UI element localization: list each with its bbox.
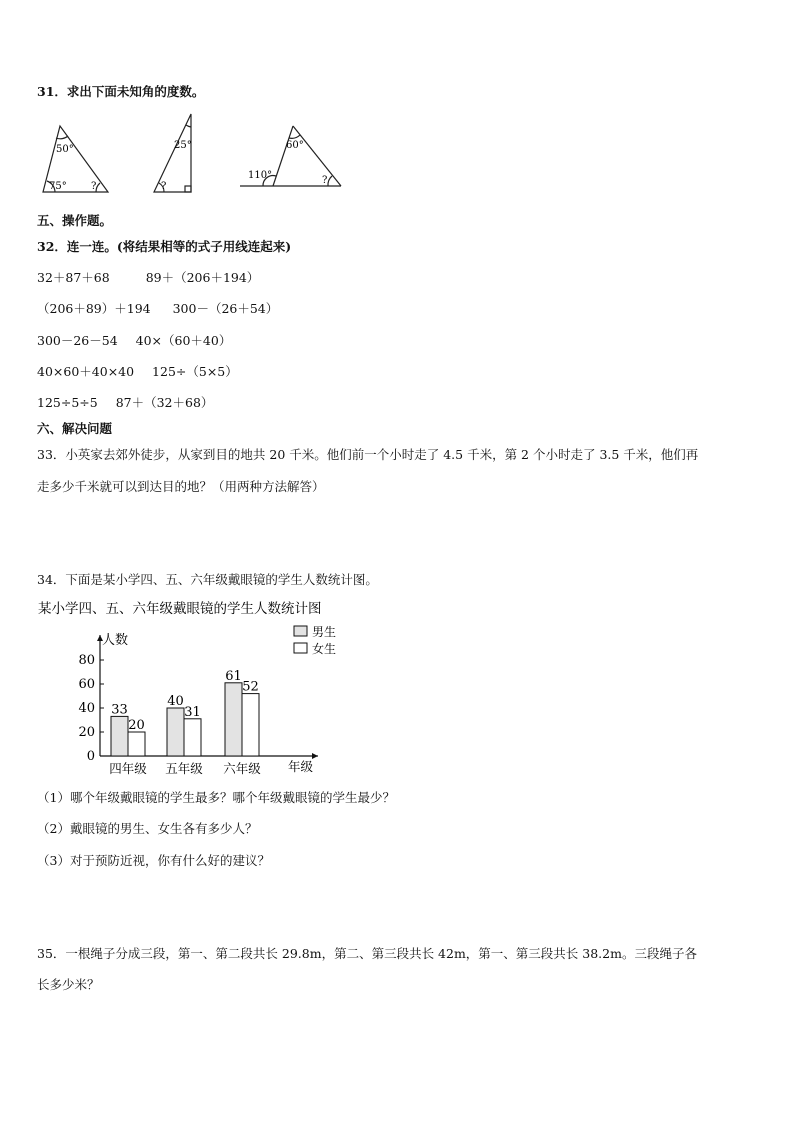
bar-boys: [225, 683, 242, 756]
match-row: [37, 270, 259, 286]
chart-title: 某小学四、五、六年级戴眼镜的学生人数统计图: [38, 601, 322, 617]
match-row: [37, 301, 278, 317]
question-35-line-2: 长多少米？: [37, 977, 100, 992]
section-5-heading: 五、操作题。: [37, 213, 113, 228]
legend-swatch-boys: [294, 626, 307, 636]
triangle-2-angle-top: 25°: [174, 140, 192, 151]
bar-boys: [111, 716, 128, 756]
question-34-sub-1: （1）哪个年级戴眼镜的学生最多？哪个年级戴眼镜的学生最少？: [37, 790, 395, 805]
data-label-boys: 33: [111, 702, 128, 718]
data-label-boys: 40: [167, 694, 184, 709]
match-row: [37, 364, 238, 380]
legend-label-boys: 男生: [312, 625, 337, 639]
triangle-3-angle-exterior: 110°: [248, 170, 273, 181]
x-axis-arrow: [312, 753, 318, 759]
triangle-2: [154, 114, 191, 192]
bar-chart: [36, 598, 386, 782]
y-tick-label: 60: [78, 677, 95, 692]
match-left[interactable]: 300－26－54: [37, 333, 118, 348]
data-label-girls: 52: [242, 679, 259, 695]
data-label-girls: 31: [184, 704, 201, 720]
question-33-line-2: 走多少千米就可以到达目的地？（用两种方法解答）: [37, 479, 325, 494]
bar-girls: [128, 732, 145, 756]
data-label-girls: 20: [128, 718, 145, 733]
question-32: 32．连一连。(将结果相等的式子用线连起来): [37, 239, 292, 254]
x-axis-label: 年级: [288, 759, 314, 774]
y-tick-label: 20: [78, 725, 95, 740]
bar-boys: [167, 708, 184, 756]
data-label-boys: 61: [225, 668, 242, 684]
question-33-line-1: 33．小英家去郊外徒步，从家到目的地共 20 千米。他们前一个小时走了 4.5 千米，第 2 个小时走了 3.5 千米，他们再: [37, 447, 699, 462]
match-row: [37, 333, 231, 349]
triangle-1-angle-left: 75°: [49, 181, 67, 192]
question-34-sub-3: （3）对于预防近视，你有什么好的建议？: [37, 853, 270, 868]
bar-girls: [242, 694, 259, 756]
y-tick-label: 80: [78, 653, 95, 668]
section-6-heading: 六、解决问题: [37, 421, 113, 436]
y-tick-label: 40: [78, 701, 95, 716]
match-left[interactable]: 125÷5÷5: [37, 395, 98, 410]
triangle-2-angle-unknown: ?: [161, 181, 167, 192]
question-34: 34．下面是某小学四、五、六年级戴眼镜的学生人数统计图。: [37, 572, 378, 587]
legend-swatch-girls: [294, 643, 307, 653]
question-34-sub-2: （2）戴眼镜的男生、女生各有多少人？: [37, 821, 258, 836]
triangle-1-angle-top: 50°: [56, 144, 74, 155]
match-right[interactable]: 125÷（5×5）: [152, 364, 238, 379]
x-tick-label: 四年级: [109, 761, 147, 776]
match-left[interactable]: 40×60＋40×40: [37, 364, 135, 379]
bar-girls: [184, 719, 201, 756]
y-axis-label: 人数: [102, 633, 129, 648]
match-right[interactable]: 300－（26＋54）: [172, 301, 279, 316]
triangle-3-angle-top: 60°: [286, 140, 304, 151]
match-row: [37, 395, 213, 411]
legend-label-girls: 女生: [312, 642, 337, 656]
triangle-3-angle-unknown: ?: [322, 175, 328, 186]
match-right[interactable]: 87＋（32＋68）: [115, 395, 214, 410]
triangle-1-angle-unknown: ?: [91, 181, 97, 192]
triangle-figures: [36, 108, 356, 196]
question-31: 31．求出下面未知角的度数。: [37, 84, 205, 99]
x-tick-label: 五年级: [165, 761, 203, 776]
question-35-line-1: 35．一根绳子分成三段，第一、第二段共长 29.8m，第二、第三段共长 42m，第一、第三段共长 38.2m。三段绳子各: [37, 946, 697, 961]
chart-legend: [294, 624, 336, 656]
y-tick-label: 0: [86, 749, 95, 764]
match-left[interactable]: （206＋89）＋194: [37, 301, 151, 316]
x-tick-label: 六年级: [223, 761, 261, 776]
match-right[interactable]: 89＋（206＋194）: [145, 270, 260, 285]
match-right[interactable]: 40×（60＋40）: [135, 333, 232, 348]
match-left[interactable]: 32＋87＋68: [37, 270, 110, 285]
